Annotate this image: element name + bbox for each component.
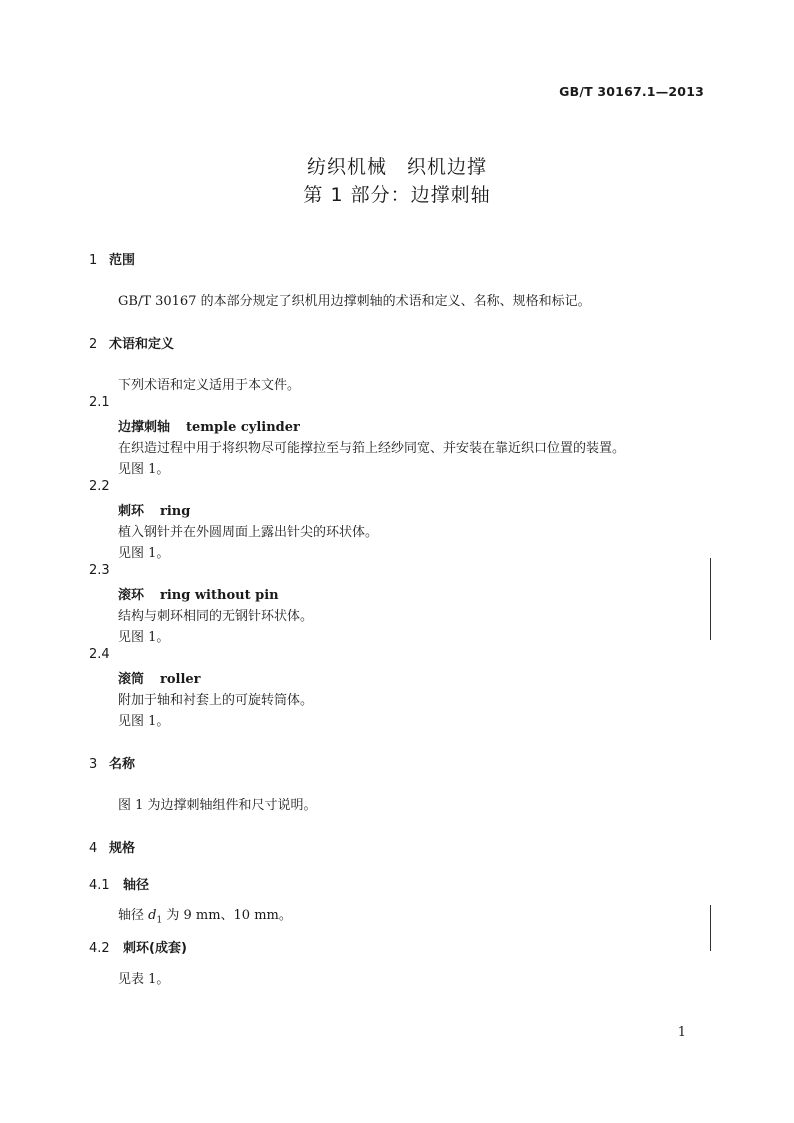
subsection-title: 刺环(成套): [123, 941, 187, 956]
term-definition: 在织造过程中用于将织物尽可能撑拉至与筘上经纱同宽、并安装在靠近织口位置的装置。: [118, 441, 626, 456]
section-title: 名称: [109, 757, 136, 772]
change-bar: [710, 905, 711, 951]
change-bar: [710, 558, 711, 640]
section-title: 规格: [109, 841, 136, 856]
term-zh: 边撑刺轴: [118, 420, 171, 435]
section-1-text: GB/T 30167 的本部分规定了织机用边撑刺轴的术语和定义、名称、规格和标记。: [118, 294, 591, 309]
section-2-intro: 下列术语和定义适用于本文件。: [118, 378, 301, 393]
term-heading: [118, 668, 201, 687]
section-title: 范围: [109, 253, 136, 268]
section-4-heading: [89, 837, 135, 856]
text-part: 轴径: [118, 908, 149, 923]
page-number: 1: [677, 1025, 686, 1040]
term-zh: 滚环: [118, 588, 145, 603]
term-en: roller: [160, 672, 201, 687]
term-heading: [118, 416, 300, 435]
term-definition: 附加于轴和衬套上的可旋转筒体。: [118, 693, 314, 708]
term-number: 2.3: [89, 563, 110, 578]
section-1-heading: [89, 249, 135, 268]
text-part: 为 9 mm、10 mm。: [162, 908, 292, 923]
term-en: temple cylinder: [186, 420, 300, 435]
section-3-heading: [89, 753, 135, 772]
subsection-4-2-text: 见表 1。: [118, 972, 170, 987]
section-number: 4: [89, 841, 98, 856]
subsection-title: 轴径: [123, 878, 150, 893]
term-definition: 结构与刺环相同的无钢针环状体。: [118, 609, 314, 624]
document-title-line2: 第 1 部分：边撑刺轴: [303, 184, 491, 206]
term-reference: 见图 1。: [118, 546, 170, 561]
term-en: ring: [160, 504, 191, 519]
term-number: 2.4: [89, 647, 110, 662]
term-reference: 见图 1。: [118, 714, 170, 729]
section-number: 2: [89, 337, 98, 352]
term-number: 2.2: [89, 479, 110, 494]
term-heading: [118, 500, 190, 519]
subsection-number: 4.2: [89, 941, 110, 956]
term-reference: 见图 1。: [118, 462, 170, 477]
term-heading: [118, 584, 279, 603]
term-number: 2.1: [89, 395, 110, 410]
section-3-text: 图 1 为边撑刺轴组件和尺寸说明。: [118, 798, 317, 813]
term-definition: 植入钢针并在外圆周面上露出针尖的环状体。: [118, 525, 379, 540]
section-title: 术语和定义: [109, 337, 175, 352]
term-zh: 刺环: [118, 504, 145, 519]
subsection-4-2-heading: [89, 937, 187, 956]
section-2-heading: [89, 333, 174, 352]
section-number: 3: [89, 757, 98, 772]
document-title-line1: 纺织机械 织机边撑: [306, 156, 487, 178]
term-en: ring without pin: [160, 588, 279, 603]
diameter-variable: d: [148, 908, 157, 923]
term-zh: 滚筒: [118, 672, 145, 687]
subsection-number: 4.1: [89, 878, 110, 893]
subsection-4-1-heading: [89, 874, 149, 893]
subsection-4-1-text: [118, 904, 292, 926]
section-number: 1: [89, 253, 98, 268]
standard-code: GB/T 30167.1—2013: [559, 84, 704, 99]
term-reference: 见图 1。: [118, 630, 170, 645]
diameter-subscript: 1: [156, 915, 163, 926]
